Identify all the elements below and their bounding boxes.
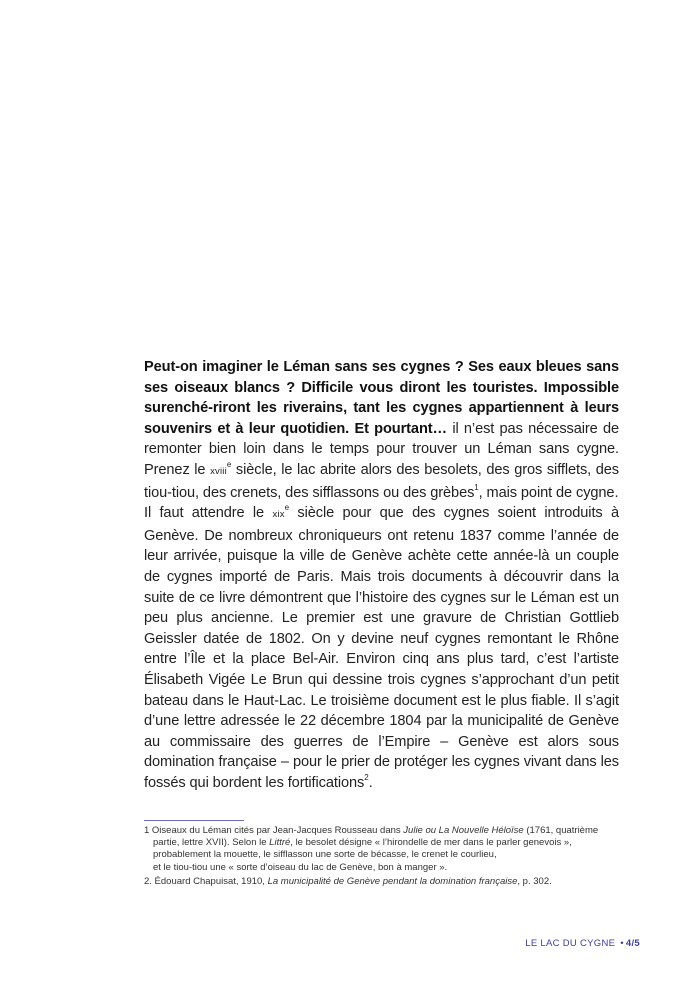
footnote-1 (144, 825, 604, 874)
footnote-2 (144, 876, 604, 888)
text-run: , mais point de cygne. (478, 484, 619, 501)
text-run: il n’est pas nécessaire de remonter bien loin dans le temps pour trouver un Léman sans cygne. Prenez le (144, 420, 619, 478)
main-text (144, 357, 619, 793)
text-run: siècle, le lac abrite alors des besolets, des gros sifflets, des tiou-tiou, des crenets, des sifflassons ou des grèbes (144, 461, 619, 501)
footnote-text: (1761, quatrième (523, 825, 599, 836)
page-footer (525, 938, 640, 949)
footnote-ref-2[interactable]: 2 (364, 773, 369, 783)
century-suffix: e (226, 460, 232, 470)
running-title: LE LAC DU CYGNE (525, 938, 616, 949)
footnotes (144, 825, 604, 890)
text-run: siècle pour que des cygnes soient introduits à Genève. De nombreux chroniqueurs ont retenu 1837 comme l’année de leur arrivée, puisque la ville de Genève achète cette année-là un couple de cygnes importé de Paris. Mais trois documents à découvrir dans la suite de ce livre démontrent que l’histoire des cygnes sur le Léman est un peu plus ancienne. Le premier est une gravure de Christian Gottlieb Geissler datée de 1802. On y devine neuf cygnes remontant le Rhône entre l’Île et la place Bel-Air. Environ cinq ans plus tard, c’est l’artiste Élisabeth Vigée Le Brun qui dessine trois cygnes s’approchant d’un petit bateau dans le Haut-Lac. Le troisième document est le plus fiable. Il s’agit d’une lettre adressée le 22 décembre 1804 par la municipalité de Genève au commissaire des guerres de l’Empire – Genève est alors sous domination française – pour le prier de protéger les cygnes vivant dans les fossés qui bordent les fortifications (144, 505, 619, 791)
century-numeral: xviii (210, 465, 227, 477)
page-number: 4/5 (625, 938, 640, 949)
footnote-line (144, 837, 604, 849)
text-run: Il faut attendre le (144, 505, 273, 522)
footnote-divider (144, 820, 244, 821)
work-title: Julie ou La Nouvelle Héloïse (403, 825, 524, 836)
bullet-separator: • (620, 938, 624, 949)
century-numeral: xix (272, 509, 285, 521)
paragraph-history (144, 503, 619, 793)
footnote-line: probablement la mouette, le sifflasson une sorte de bécasse, le crenet le courlieu, (153, 849, 497, 861)
century-suffix: e (284, 503, 290, 513)
paragraph-intro (144, 357, 619, 503)
footnote-text: , p. 302. (517, 875, 552, 887)
dictionary-title: Littré (269, 837, 291, 849)
footnote-ref-1[interactable]: 1 (474, 482, 479, 492)
footnote-text: , le besolet désigne « l’hirondelle de mer dans le parler genevois », (290, 837, 572, 849)
text-run: . (368, 774, 373, 791)
footnote-text: partie, lettre XVII). Selon le (153, 837, 270, 849)
footnote-text: 2. Édouard Chapuisat, 1910, (144, 875, 268, 887)
footnote-text: 1 Oiseaux du Léman cités par Jean-Jacques Rousseau dans (144, 825, 404, 836)
lead-text: Peut-on imaginer le Léman sans ses cygnes ? Ses eaux bleues sans ses oiseaux blancs ? Difficile vous diront les touristes. Impossible surenché-riront les riverains, tant les cygnes appartiennent à leurs souvenirs et à leur quotidien. Et pourtant… (144, 359, 619, 437)
work-title: La municipalité de Genève pendant la domination française (267, 875, 518, 887)
footnote-line: et le tiou-tiou une « sorte d’oiseau du lac de Genève, bon à manger ». (153, 861, 448, 873)
